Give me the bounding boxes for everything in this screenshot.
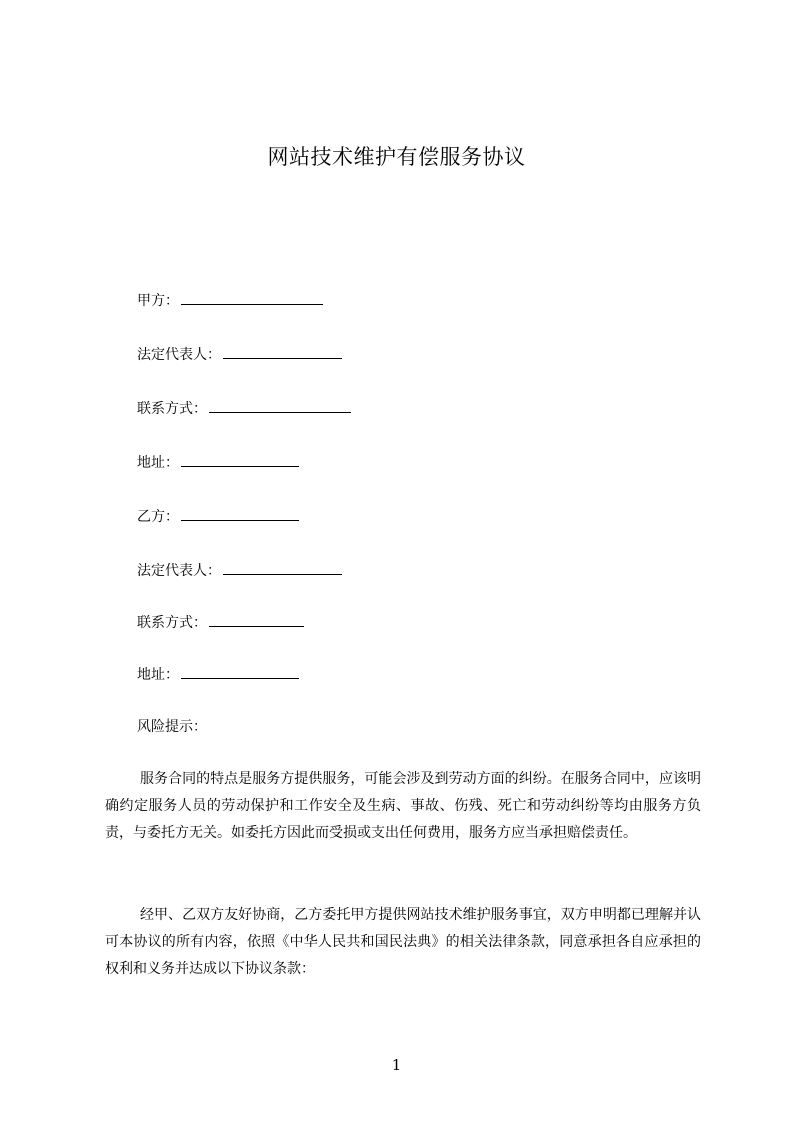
page-number: 1 bbox=[391, 1056, 402, 1074]
party-a-rep-blank[interactable] bbox=[223, 344, 342, 359]
party-a-address-label: 地址： bbox=[137, 455, 179, 471]
party-b-address-label: 地址： bbox=[137, 667, 179, 683]
risk-heading: 风险提示： bbox=[137, 719, 207, 735]
party-a-contact-blank[interactable] bbox=[209, 398, 351, 413]
party-a-contact-field bbox=[137, 398, 351, 419]
risk-paragraph: 服务合同的特点是服务方提供服务，可能会涉及到劳动方面的纠纷。在服务合同中，应该明确约定服务人员的劳动保护和工作安全及生病、事故、伤残、死亡和劳动纠纷等均由服务方负责，与委托方无关。如委托方因此而受损或支出任何费用，服务方应当承担赔偿责任。 bbox=[105, 771, 701, 841]
party-b-name-label: 乙方： bbox=[137, 509, 179, 525]
party-b-name-field bbox=[137, 506, 299, 527]
party-b-contact-label: 联系方式： bbox=[137, 615, 207, 631]
party-a-rep-field bbox=[137, 344, 342, 365]
party-a-rep-label: 法定代表人： bbox=[137, 347, 221, 363]
party-b-rep-label: 法定代表人： bbox=[137, 563, 221, 579]
preamble-paragraph: 经甲、乙双方友好协商，乙方委托甲方提供网站技术维护服务事宜，双方申明都已理解并认可本协议的所有内容，依照《中华人民共和国民法典》的相关法律条款，同意承担各自应承担的权利和义务并达成以下协议条款： bbox=[105, 907, 701, 977]
party-b-rep-field bbox=[137, 560, 342, 581]
party-b-address-blank[interactable] bbox=[181, 664, 299, 679]
party-b-address-field bbox=[137, 664, 299, 685]
party-a-name-blank[interactable] bbox=[181, 290, 323, 305]
party-a-name-label: 甲方： bbox=[137, 293, 179, 309]
party-b-rep-blank[interactable] bbox=[223, 560, 342, 575]
party-b-name-blank[interactable] bbox=[181, 506, 299, 521]
party-a-contact-label: 联系方式： bbox=[137, 401, 207, 417]
party-a-name-field bbox=[137, 290, 323, 311]
document-title: 网站技术维护有偿服务协议 bbox=[267, 145, 526, 169]
party-b-contact-field bbox=[137, 612, 304, 633]
party-b-contact-blank[interactable] bbox=[209, 612, 304, 627]
party-a-address-blank[interactable] bbox=[181, 452, 299, 467]
party-a-address-field bbox=[137, 452, 299, 473]
